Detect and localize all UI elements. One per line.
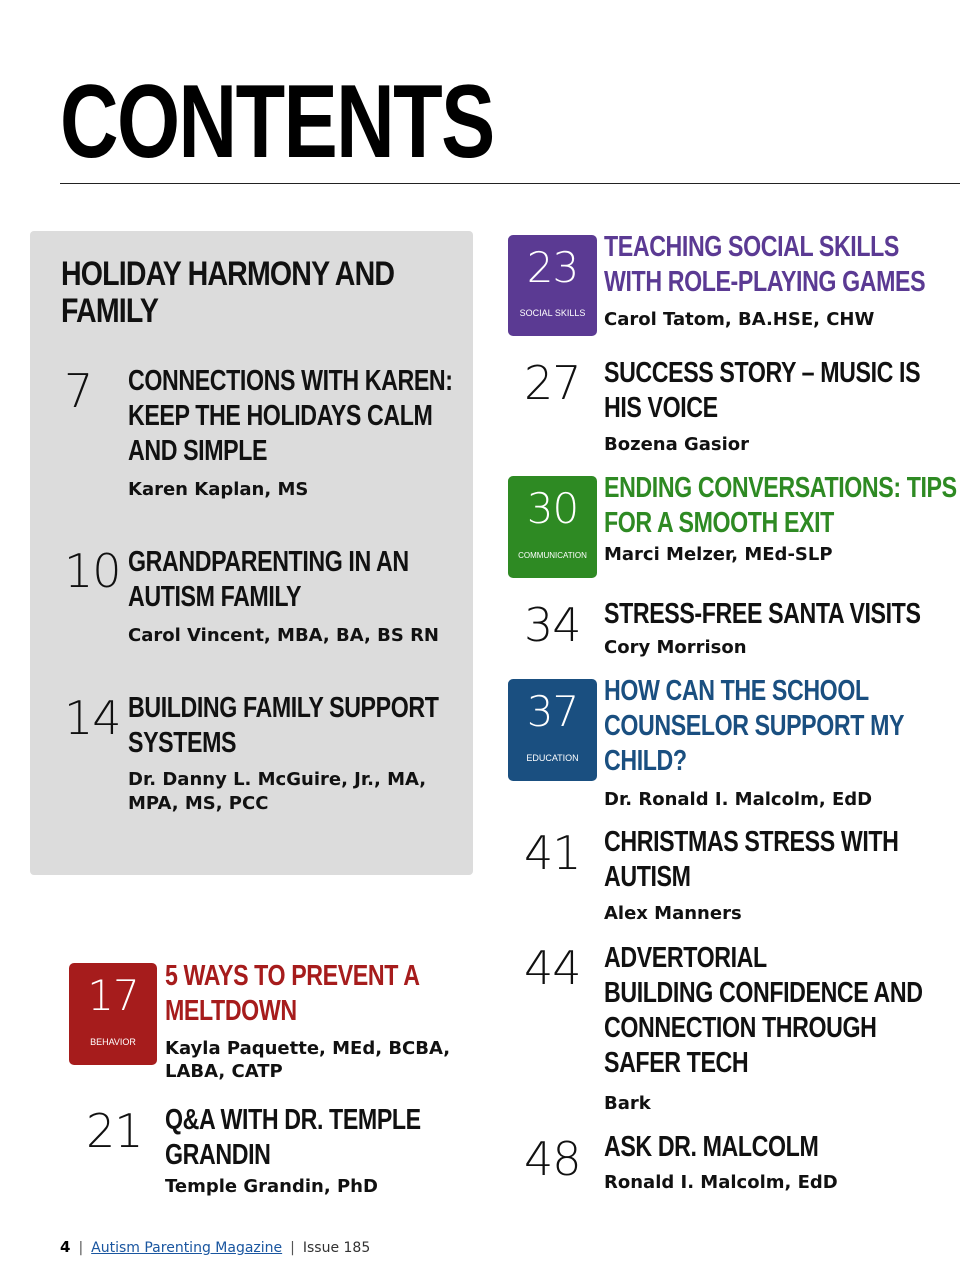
badge-page-number: 37 (526, 687, 579, 736)
article-author (165, 1037, 450, 1083)
title-divider (60, 183, 960, 184)
article-author: Ronald I. Malcolm, EdD (604, 1172, 838, 1193)
issue-number: Issue 185 (302, 1240, 371, 1256)
title-line: WITH ROLE-PLAYING GAMES (604, 266, 926, 298)
title-line: 5 WAYS TO PREVENT A (165, 960, 420, 992)
article-title[interactable] (604, 941, 923, 1081)
article-author: Bark (604, 1093, 651, 1114)
page-number: 7 (64, 364, 93, 418)
article-title[interactable] (604, 230, 925, 300)
title-line: CONNECTIONS WITH KAREN: (128, 365, 453, 397)
title-line: GRANDIN (165, 1139, 271, 1171)
title-line: ASK DR. MALCOLM (604, 1131, 819, 1163)
article-author: Temple Grandin, PhD (165, 1176, 378, 1197)
footer-separator: | (78, 1240, 84, 1256)
title-line: HIS VOICE (604, 392, 718, 424)
article-author: Bozena Gasior (604, 434, 750, 455)
article-author: Dr. Ronald I. Malcolm, EdD (604, 789, 873, 810)
category-badge-social-skills (508, 235, 597, 336)
title-line: AUTISM FAMILY (128, 581, 302, 613)
badge-category: SOCIAL SKILLS (519, 308, 586, 318)
title-line: FOR A SMOOTH EXIT (604, 507, 834, 539)
feature-title: HOLIDAY HARMONY AND FAMILY (61, 255, 395, 330)
author-line: LABA, CATP (165, 1061, 283, 1082)
title-line: CHRISTMAS STRESS WITH (604, 826, 899, 858)
title-line: GRANDPARENTING IN AN (128, 546, 409, 578)
page-number: 21 (86, 1104, 143, 1158)
title-line: STRESS-FREE SANTA VISITS (604, 598, 921, 630)
badge-category: EDUCATION (526, 753, 579, 763)
article-author: Karen Kaplan, MS (128, 479, 309, 500)
article-author: Cory Morrison (604, 637, 747, 658)
title-line: COUNSELOR SUPPORT MY (604, 710, 905, 742)
article-author (128, 768, 426, 816)
footer-separator: | (290, 1240, 295, 1256)
page-number: 44 (524, 941, 581, 995)
article-title[interactable] (604, 471, 957, 541)
page-number: 10 (64, 544, 121, 598)
title-line: SYSTEMS (128, 727, 237, 759)
page-number: 41 (524, 826, 581, 880)
title-line: TEACHING SOCIAL SKILLS (604, 231, 899, 263)
article-title[interactable] (604, 356, 920, 426)
title-line: SAFER TECH (604, 1047, 749, 1079)
title-line: BUILDING FAMILY SUPPORT (128, 692, 439, 724)
badge-page-number: 30 (526, 484, 579, 533)
author-line: Kayla Paquette, MEd, BCBA, (165, 1038, 451, 1059)
badge-page-number: 17 (87, 971, 139, 1020)
title-line: ENDING CONVERSATIONS: TIPS (604, 472, 957, 504)
page-number: 27 (524, 356, 581, 410)
magazine-link[interactable]: Autism Parenting Magazine (91, 1240, 283, 1256)
badge-category: COMMUNICATION (518, 551, 587, 560)
title-line: KEEP THE HOLIDAYS CALM (128, 400, 433, 432)
article-author: Alex Manners (604, 903, 742, 924)
article-title[interactable] (128, 364, 453, 469)
article-title[interactable] (604, 825, 899, 895)
author-line: Dr. Danny L. McGuire, Jr., MA, (128, 769, 427, 790)
article-title[interactable] (128, 545, 409, 615)
category-badge-education (508, 679, 597, 781)
author-line: MPA, MS, PCC (128, 793, 269, 814)
page-number: 14 (64, 691, 121, 745)
category-badge-behavior (69, 963, 157, 1065)
title-line: Q&A WITH DR. TEMPLE (165, 1104, 421, 1136)
title-line: CHILD? (604, 745, 687, 777)
page-number: 34 (524, 598, 581, 652)
article-author: Carol Vincent, MBA, BA, BS RN (128, 625, 440, 646)
badge-page-number: 23 (526, 243, 579, 292)
title-line: AUTISM (604, 861, 691, 893)
title-line: CONNECTION THROUGH (604, 1012, 877, 1044)
title-line: AND SIMPLE (128, 435, 268, 467)
article-title[interactable] (165, 959, 420, 1029)
title-line: HOW CAN THE SCHOOL (604, 675, 869, 707)
footer-page-number: 4 (60, 1238, 71, 1256)
title-line: BUILDING CONFIDENCE AND (604, 977, 923, 1009)
article-title[interactable] (604, 1130, 818, 1165)
article-title[interactable] (604, 597, 921, 632)
title-line: MELTDOWN (165, 995, 297, 1027)
badge-category: BEHAVIOR (90, 1037, 136, 1047)
category-badge-communication (508, 476, 597, 578)
page-number: 48 (524, 1132, 581, 1186)
title-line: SUCCESS STORY – MUSIC IS (604, 357, 921, 389)
page-footer (60, 1238, 370, 1256)
article-author: Marci Melzer, MEd-SLP (604, 544, 833, 565)
article-author: Carol Tatom, BA.HSE, CHW (604, 309, 875, 330)
article-title[interactable] (604, 674, 904, 779)
article-title[interactable] (128, 691, 438, 761)
page-title: CONTENTS (60, 64, 494, 180)
title-line: ADVERTORIAL (604, 942, 767, 974)
article-title[interactable] (165, 1103, 421, 1173)
